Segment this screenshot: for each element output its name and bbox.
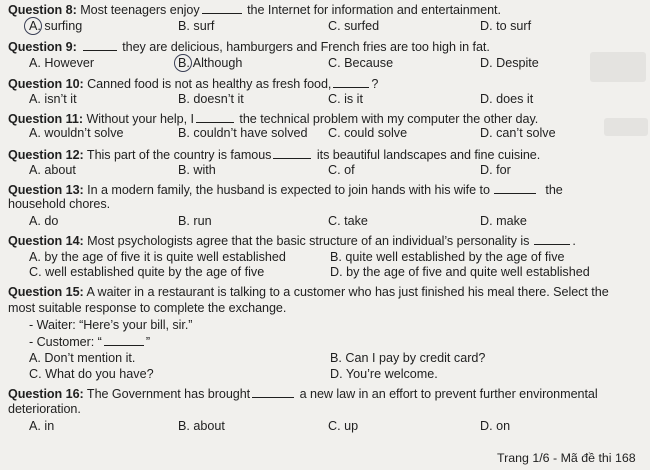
question-11-option-a: A. wouldn’t solve	[29, 126, 124, 140]
question-15-stem-line-2: most suitable response to complete the exchange.	[8, 301, 287, 315]
question-11-text-a: Without your help, I	[86, 112, 194, 126]
question-8-stem	[8, 2, 501, 18]
question-13-stem	[8, 182, 563, 198]
answer-blank	[202, 2, 242, 14]
question-14-text-b: .	[572, 234, 576, 248]
question-16-text-a: The Government has brought	[86, 387, 251, 401]
question-11-option-d: D. can’t solve	[480, 126, 556, 140]
scan-smudge	[604, 118, 648, 136]
question-15-label: Question 15:	[8, 285, 84, 299]
question-8-text-a: Most teenagers enjoy	[80, 3, 200, 17]
page-footer: Trang 1/6 - Mã đề thi 168	[497, 451, 636, 465]
question-9-option-c: C. Because	[328, 56, 394, 70]
question-11-option-c: C. could solve	[328, 126, 408, 140]
answer-blank	[273, 147, 311, 159]
question-12-label: Question 12:	[8, 148, 84, 162]
question-10-option-c: C. is it	[328, 92, 363, 106]
question-15-option-a: A. Don’t mention it.	[29, 351, 136, 365]
question-12-text-b: its beautiful landscapes and fine cuisine.	[316, 148, 541, 162]
question-16-stem	[8, 386, 598, 402]
question-12-option-d: D. for	[480, 163, 511, 177]
question-14-label: Question 14:	[8, 234, 84, 248]
question-15-stem	[8, 285, 609, 300]
question-8-option-d: D. to surf	[480, 19, 532, 33]
answer-blank	[333, 76, 369, 88]
question-11-option-b: B. couldn’t have solved	[178, 126, 308, 140]
question-10-option-b: B. doesn’t it	[178, 92, 244, 106]
question-14-text-a: Most psychologists agree that the basic structure of an individual’s personality is	[87, 234, 530, 248]
question-12-text-a: This part of the country is famous	[86, 148, 272, 162]
question-14-stem	[8, 233, 576, 249]
question-12-option-b: B. with	[178, 163, 216, 177]
question-15-option-d: D. You’re welcome.	[330, 367, 438, 381]
question-9-text-b: they are delicious, hamburgers and French fries are too high in fat.	[122, 40, 490, 54]
question-10-stem	[8, 76, 378, 92]
question-11-text-b: the technical problem with my computer the other day.	[239, 112, 539, 126]
answer-blank	[104, 334, 144, 346]
question-14-option-c: C. well established quite by the age of five	[29, 265, 265, 279]
question-8-text-b: the Internet for information and entertainment.	[247, 3, 501, 17]
question-12-option-a: A. about	[29, 163, 76, 177]
question-15-text-line-1: A waiter in a restaurant is talking to a customer who has just finished his meal there. Select the	[86, 285, 609, 299]
question-9-option-b: B. Although	[178, 56, 243, 70]
question-10-text-a: Canned food is not as healthy as fresh food,	[87, 77, 332, 91]
question-9-label: Question 9:	[8, 40, 77, 54]
question-16-option-d: D. on	[480, 419, 511, 433]
scan-smudge	[590, 52, 646, 82]
question-13-stem-line-2: household chores.	[8, 197, 111, 211]
question-15-dialog-customer	[29, 334, 150, 350]
question-15-option-c: C. What do you have?	[29, 367, 154, 381]
question-12-option-c: C. of	[328, 163, 355, 177]
question-10-label: Question 10:	[8, 77, 84, 91]
question-16-option-a: A. in	[29, 419, 55, 433]
question-15-customer-text-a: - Customer: “	[29, 335, 102, 349]
question-16-option-c: C. up	[328, 419, 359, 433]
question-8-option-a: A. surfing	[29, 19, 83, 33]
question-13-text-a: In a modern family, the husband is expected to join hands with his wife to	[87, 183, 490, 197]
question-15-dialog-waiter: - Waiter: “Here’s your bill, sir.”	[29, 318, 193, 332]
question-14-option-d: D. by the age of five and quite well established	[330, 265, 590, 279]
question-9-stem	[8, 39, 490, 55]
answer-blank	[83, 39, 117, 51]
question-13-option-c: C. take	[328, 214, 368, 228]
answer-blank	[196, 111, 234, 123]
question-8-option-b: B. surf	[178, 19, 215, 33]
question-10-option-d: D. does it	[480, 92, 534, 106]
answer-blank	[534, 233, 570, 245]
question-15-option-b: B. Can I pay by credit card?	[330, 351, 486, 365]
question-13-option-b: B. run	[178, 214, 212, 228]
answer-blank	[494, 182, 536, 194]
question-16-stem-line-2: deterioration.	[8, 402, 81, 416]
question-13-option-a: A. do	[29, 214, 59, 228]
question-8-option-c: C. surfed	[328, 19, 380, 33]
question-13-text-b: the	[545, 183, 563, 197]
question-16-label: Question 16:	[8, 387, 84, 401]
question-9-option-d: D. Despite	[480, 56, 539, 70]
question-9-option-a: A. However	[29, 56, 95, 70]
question-11-stem	[8, 111, 538, 127]
question-14-option-a: A. by the age of five it is quite well established	[29, 250, 286, 264]
question-14-option-b: B. quite well established by the age of five	[330, 250, 565, 264]
question-16-option-b: B. about	[178, 419, 225, 433]
answer-blank	[252, 386, 294, 398]
question-11-label: Question 11:	[8, 112, 83, 126]
question-12-stem	[8, 147, 540, 163]
question-8-label: Question 8:	[8, 3, 77, 17]
question-15-customer-text-b: ”	[145, 335, 150, 349]
question-13-label: Question 13:	[8, 183, 84, 197]
question-16-text-b: a new law in an effort to prevent further environmental	[299, 387, 598, 401]
question-10-option-a: A. isn’t it	[29, 92, 77, 106]
question-10-text-b: ?	[371, 77, 379, 91]
question-13-option-d: D. make	[480, 214, 527, 228]
